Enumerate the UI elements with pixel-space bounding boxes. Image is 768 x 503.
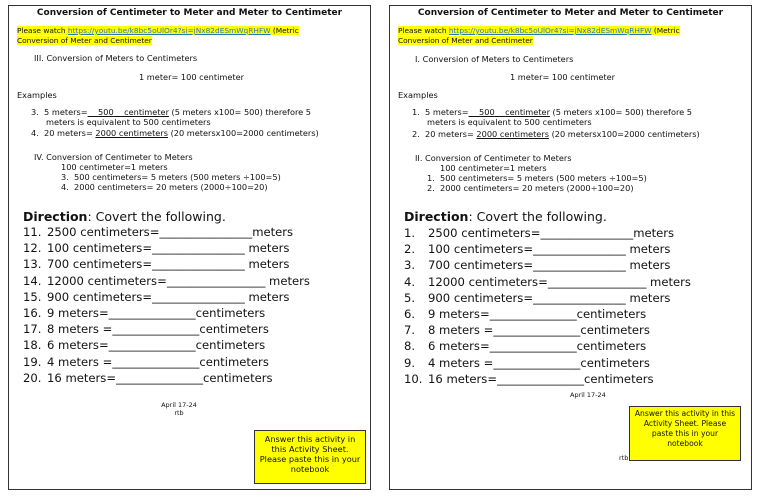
example-2-work: (20 metersx100=2000 centimeters) bbox=[548, 129, 700, 139]
watch-prefix: Please watch bbox=[398, 26, 449, 35]
example-1-conclusion: meters is equivalent to 500 centimeters bbox=[46, 117, 211, 127]
exercise-list bbox=[23, 224, 310, 386]
example-1 bbox=[412, 107, 692, 117]
example-2 bbox=[412, 129, 700, 139]
exercise-item: 6. 9 meters=_______________centimeters bbox=[404, 307, 647, 322]
c2m-example-1: 1. 500 centimeters= 5 meters (500 meters ÷100=5) bbox=[427, 173, 647, 183]
sheet-title: Conversion of Centimeter to Meter and Meter to Centimeter bbox=[417, 8, 724, 18]
initials: rtb bbox=[174, 409, 184, 417]
watch-suffix: (Metric Conversion of Meter and Centimeter bbox=[17, 26, 299, 45]
exercise-item: 7. 8 meters =_______________centimeters bbox=[404, 323, 650, 338]
examples-label: Examples bbox=[17, 90, 57, 100]
example-1-prefix: 5 meters= bbox=[425, 107, 469, 117]
exercise-item: 2. 100 centimeters=________________ meters bbox=[404, 242, 671, 257]
activity-sheet-left bbox=[8, 5, 371, 490]
section-heading-m2c: III. Conversion of Meters to Centimeters bbox=[34, 53, 198, 63]
exercise-list bbox=[404, 225, 691, 387]
exercise-item: 10. 16 meters=_______________centimeters bbox=[404, 371, 654, 386]
exercise-item: 20. 16 meters=_______________centimeters bbox=[23, 370, 273, 385]
paste-note: Answer this activity in this Activity Sheet. Please paste this in your notebook bbox=[254, 430, 366, 484]
example-2-number: 2. bbox=[412, 129, 420, 139]
date-stamp: April 17-24 rtb bbox=[144, 401, 214, 417]
direction-heading: Direction: Covert the following. bbox=[404, 209, 607, 224]
exercise-item: 12. 100 centimeters=________________ meters bbox=[23, 241, 290, 256]
paste-note: Answer this activity in this Activity Sheet. Please paste this in your notebook bbox=[629, 406, 741, 461]
rule-m2c: 1 meter= 100 centimeter bbox=[510, 72, 615, 82]
example-1-work: (5 meters x100= 500) therefore 5 bbox=[549, 107, 692, 117]
watch-instruction bbox=[17, 26, 335, 46]
video-link[interactable]: https://youtu.be/k8bc5oUlOr4?si=jNx82dESmWqRHFW bbox=[67, 26, 271, 35]
activity-sheet-right bbox=[389, 5, 752, 490]
watch-prefix: Please watch bbox=[17, 26, 68, 35]
initials: rtb bbox=[619, 454, 629, 462]
example-1-number: 3. bbox=[31, 107, 39, 117]
example-2-prefix: 20 meters= bbox=[44, 128, 96, 138]
exercise-item: 1. 2500 centimeters=________________meters bbox=[404, 226, 675, 240]
section-heading-c2m: II. Conversion of Centimeter to Meters bbox=[415, 153, 572, 163]
exercise-item: 17. 8 meters =_______________centimeters bbox=[23, 322, 269, 337]
example-1 bbox=[31, 107, 311, 117]
example-2-prefix: 20 meters= bbox=[425, 129, 477, 139]
video-link[interactable]: https://youtu.be/k8bc5oUlOr4?si=jNx82dESmWqRHFW bbox=[448, 26, 652, 35]
c2m-example-1: 3. 500 centimeters= 5 meters (500 meters ÷100=5) bbox=[61, 172, 281, 182]
exercise-item: 19. 4 meters =_______________centimeters bbox=[23, 354, 269, 369]
c2m-example-2: 4. 2000 centimeters= 20 meters (2000÷100=20) bbox=[61, 182, 268, 192]
example-1-answer: 500 centimeter bbox=[98, 107, 169, 117]
section-heading-m2c: I. Conversion of Meters to Centimeters bbox=[415, 54, 574, 64]
examples-label: Examples bbox=[398, 90, 438, 100]
rule-c2m: 100 centimeter=1 meters bbox=[61, 162, 168, 172]
exercise-item: 18. 6 meters=_______________centimeters bbox=[23, 338, 266, 353]
exercise-item: 15. 900 centimeters=________________ meters bbox=[23, 289, 290, 304]
watch-instruction bbox=[398, 26, 716, 46]
direction-heading: Direction: Covert the following. bbox=[23, 209, 226, 224]
exercise-item: 3. 700 centimeters=________________ meters bbox=[404, 258, 671, 273]
exercise-item: 8. 6 meters=_______________centimeters bbox=[404, 339, 647, 354]
example-1-prefix: 5 meters= bbox=[44, 107, 88, 117]
exercise-item: 4. 12000 centimeters=_________________ meters bbox=[404, 274, 691, 289]
example-2-answer: 2000 centimeters bbox=[476, 129, 549, 139]
watch-suffix: (Metric Conversion of Meter and Centimeter bbox=[398, 26, 680, 45]
rule-c2m: 100 centimeter=1 meters bbox=[440, 163, 547, 173]
example-1-answer: 500 centimeter bbox=[479, 107, 550, 117]
example-2-work: (20 metersx100=2000 centimeters) bbox=[167, 128, 319, 138]
section-heading-c2m: IV. Conversion of Centimeter to Meters bbox=[34, 152, 193, 162]
exercise-item: 16. 9 meters=_______________centimeters bbox=[23, 306, 266, 321]
exercise-item: 5. 900 centimeters=________________ meters bbox=[404, 290, 671, 305]
example-2-number: 4. bbox=[31, 128, 39, 138]
example-1-work: (5 meters x100= 500) therefore 5 bbox=[168, 107, 311, 117]
example-1-conclusion: meters is equivalent to 500 centimeters bbox=[427, 117, 592, 127]
example-2 bbox=[31, 128, 319, 138]
exercise-item: 11. 2500 centimeters=________________meters bbox=[23, 225, 294, 239]
sheet-title: Conversion of Centimeter to Meter and Meter to Centimeter bbox=[36, 8, 343, 18]
example-1-number: 1. bbox=[412, 107, 420, 117]
example-2-answer: 2000 centimeters bbox=[95, 128, 168, 138]
c2m-example-2: 2. 2000 centimeters= 20 meters (2000÷100=20) bbox=[427, 183, 634, 193]
rule-m2c: 1 meter= 100 centimeter bbox=[139, 72, 244, 82]
exercise-item: 13. 700 centimeters=________________ meters bbox=[23, 257, 290, 272]
exercise-item: 9. 4 meters =_______________centimeters bbox=[404, 355, 650, 370]
exercise-item: 14. 12000 centimeters=_________________ meters bbox=[23, 273, 310, 288]
date-stamp: April 17-24 bbox=[570, 391, 606, 399]
